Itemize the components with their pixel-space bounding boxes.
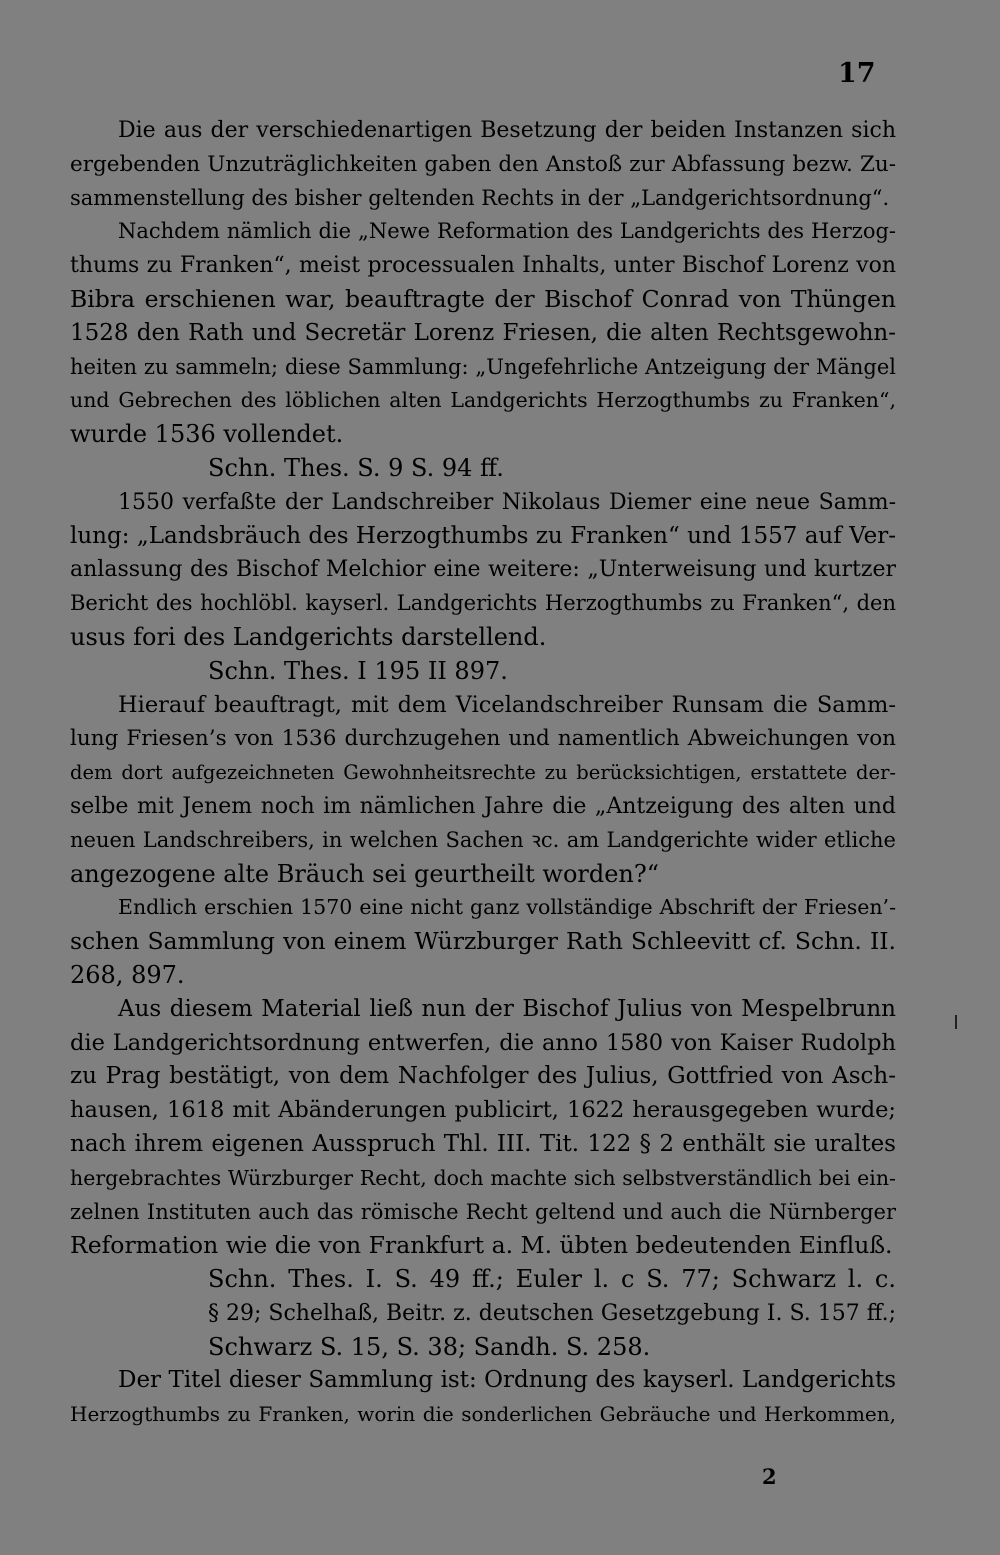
text-line: dem dort aufgezeichneten Gewohnheitsrechte zu berücksichtigen, erstattete der- xyxy=(70,761,896,785)
margin-mark xyxy=(955,1015,957,1029)
text-line: Die aus der verschiedenartigen Besetzung der beiden Instanzen sich xyxy=(118,118,896,143)
text-line: Herzogthumbs zu Franken, worin die sonderlichen Gebräuche und Herkommen, xyxy=(70,1402,896,1427)
text-line: und Gebrechen des löblichen alten Landgerichts Herzogthumbs zu Franken“, xyxy=(70,388,896,413)
text-line: hausen, 1618 mit Abänderungen publicirt, 1622 herausgegeben wurde; xyxy=(70,1097,896,1124)
text-line: 268, 897. xyxy=(70,960,185,989)
text-line: 1528 den Rath und Secretär Lorenz Friesen, die alten Rechtsgewohn- xyxy=(70,319,896,346)
text-line: Aus diesem Material ließ nun der Bischof Julius von Mespelbrunn xyxy=(118,995,896,1022)
text-line: die Landgerichtsordnung entwerfen, die anno 1580 von Kaiser Rudolph xyxy=(70,1029,896,1056)
text-line: ergebenden Unzuträglichkeiten gaben den Anstoß zur Abfassung bezw. Zu- xyxy=(70,151,896,177)
body-text xyxy=(70,114,896,1432)
page-number: 17 xyxy=(838,58,876,89)
text-line: angezogene alte Bräuch sei geurtheilt worden?“ xyxy=(70,859,660,888)
text-line: lung Friesen’s von 1536 durchzugehen und namentlich Abweichungen von xyxy=(70,726,896,752)
citation-line: Schn. Thes. S. 9 S. 94 ff. xyxy=(208,453,504,482)
text-line: sammenstellung des bisher geltenden Rechts in der „Landgerichtsordnung“. xyxy=(70,185,890,210)
text-line: nach ihrem eigenen Ausspruch Thl. III. Tit. 122 § 2 enthält sie uraltes xyxy=(70,1130,896,1157)
text-line: Nachdem nämlich die „Newe Reformation des Landgerichts des Herzog- xyxy=(118,219,896,244)
text-line: wurde 1536 vollendet. xyxy=(70,420,344,449)
text-line: neuen Landschreibers, in welchen Sachen ꝛc. am Landgerichte wider etliche xyxy=(70,827,896,852)
sheet-signature: 2 xyxy=(762,1464,777,1489)
text-line: Reformation wie die von Frankfurt a. M. übten bedeutenden Einfluß. xyxy=(70,1231,893,1260)
text-line: heiten zu sammeln; diese Sammlung: „Ungefehrliche Antzeigung der Mängel xyxy=(70,354,896,379)
text-line: zu Prag bestätigt, von dem Nachfolger des Julius, Gottfried von Asch- xyxy=(70,1063,896,1090)
text-line: anlassung des Bischof Melchior eine weitere: „Unterweisung und kurtzer xyxy=(70,557,896,583)
text-line: selbe mit Jenem noch im nämlichen Jahre die „Antzeigung des alten und xyxy=(70,793,896,819)
citation-line: Schn. Thes. I 195 II 897. xyxy=(208,656,508,685)
text-line: Hierauf beauftragt, mit dem Vicelandschreiber Runsam die Samm- xyxy=(118,691,896,718)
text-line: hergebrachtes Würzburger Recht, doch machte sich selbstverständlich bei ein- xyxy=(70,1165,896,1190)
text-line: 1550 verfaßte der Landschreiber Nikolaus Diemer eine neue Samm- xyxy=(118,489,896,515)
text-line: Bibra erschienen war, beauftragte der Bischof Conrad von Thüngen xyxy=(70,284,896,313)
citation-line: Schn. Thes. I. S. 49 ff.; Euler l. c S. 77; Schwarz l. c. xyxy=(208,1265,896,1294)
text-line: usus fori des Landgerichts darstellend. xyxy=(70,622,547,651)
text-line: thums zu Franken“, meist processualen Inhalts, unter Bischof Lorenz von xyxy=(70,253,896,279)
text-line: Bericht des hochlöbl. kayserl. Landgerichts Herzogthumbs zu Franken“, den xyxy=(70,591,896,616)
text-line: zelnen Instituten auch das römische Recht geltend und auch die Nürnberger xyxy=(70,1199,896,1224)
citation-line: § 29; Schelhaß, Beitr. z. deutschen Gesetzgebung I. S. 157 ff.; xyxy=(208,1300,896,1326)
text-line: Endlich erschien 1570 eine nicht ganz vollständige Abschrift der Friesen’- xyxy=(118,895,896,920)
text-line: lung: „Landsbräuch des Herzogthumbs zu Franken“ und 1557 auf Ver- xyxy=(70,522,896,549)
citation-line: Schwarz S. 15, S. 38; Sandh. S. 258. xyxy=(208,1332,651,1361)
text-line: schen Sammlung von einem Würzburger Rath Schleevitt cf. Schn. II. xyxy=(70,927,896,956)
text-line: Der Titel dieser Sammlung ist: Ordnung des kayserl. Landgerichts xyxy=(118,1367,896,1394)
